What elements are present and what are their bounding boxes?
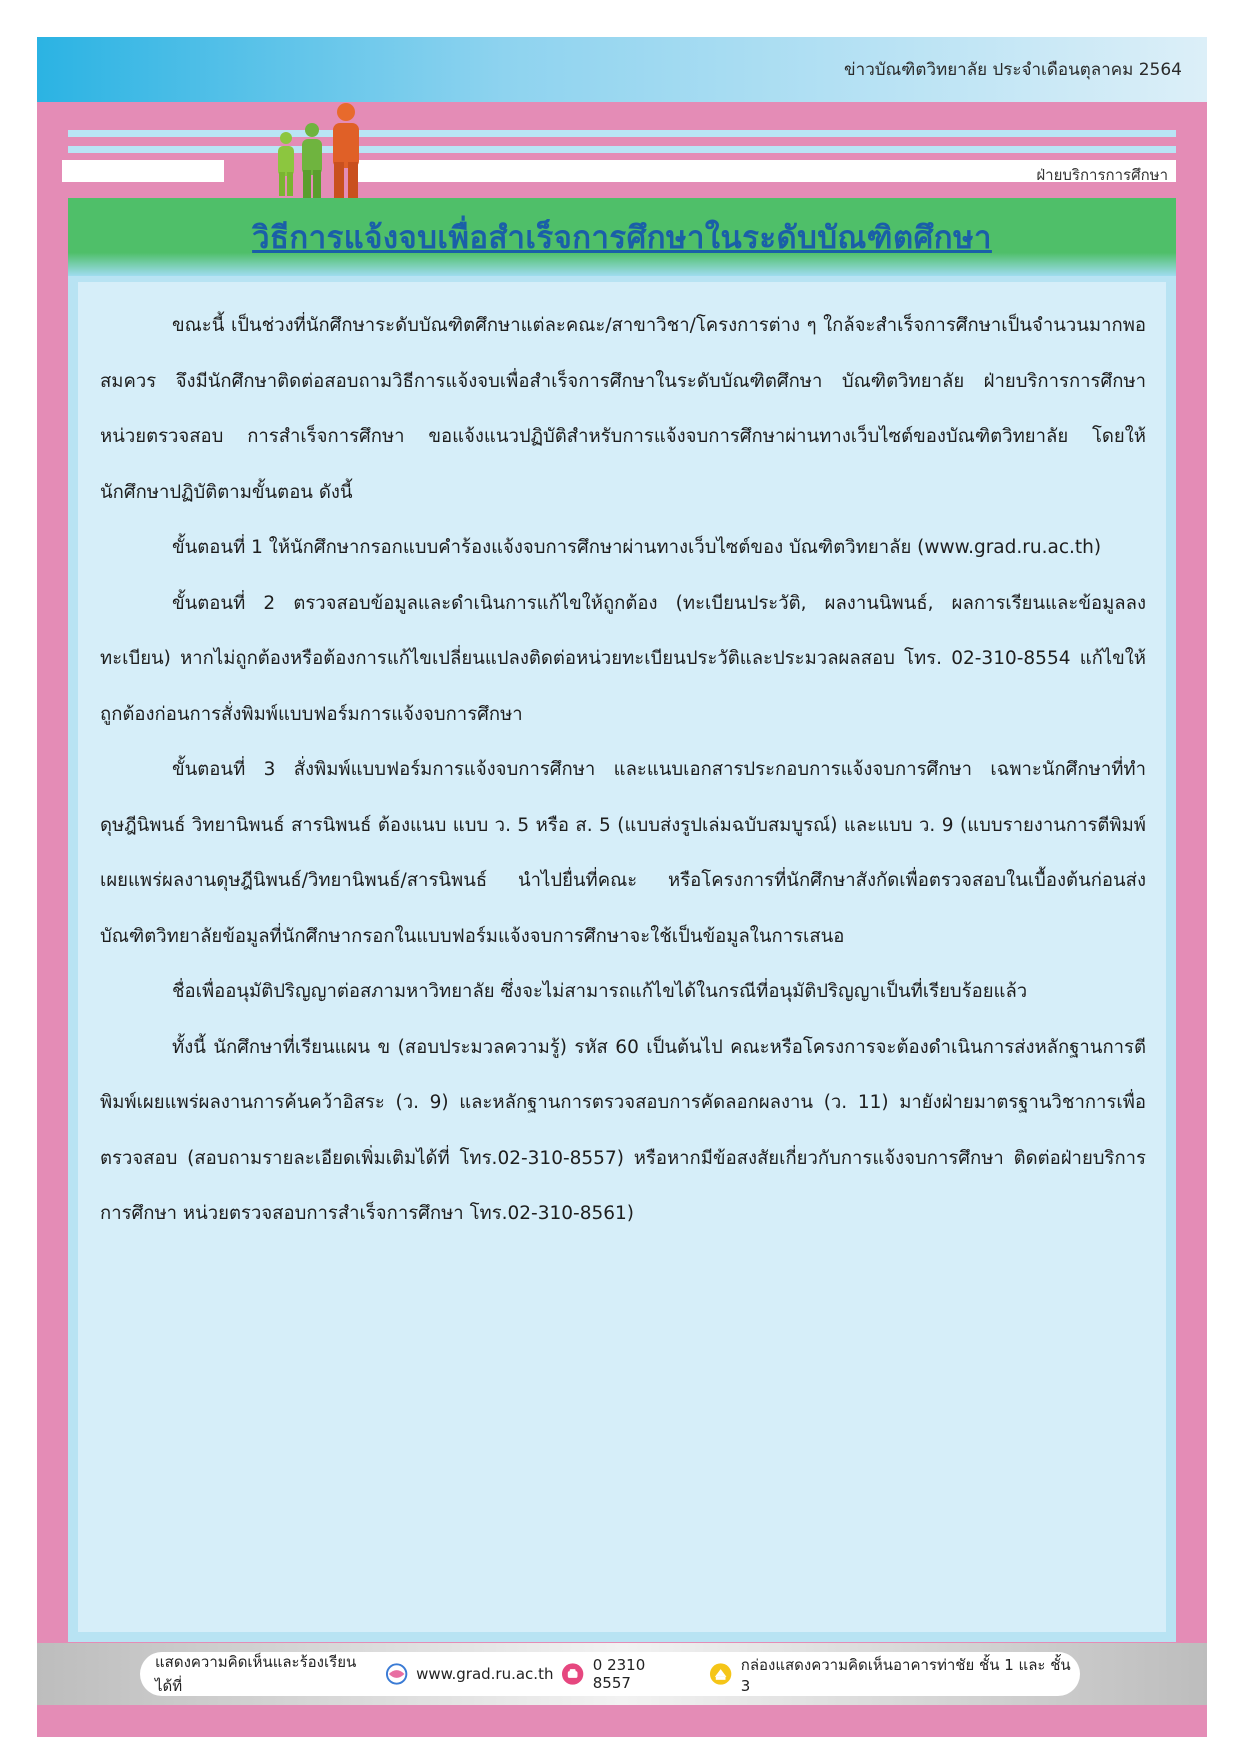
footer-phone: 0 2310 8557 bbox=[592, 1656, 646, 1692]
footer-contact bbox=[155, 1652, 1075, 1696]
decor-box bbox=[62, 160, 224, 182]
department-label: ฝ่ายบริการการศึกษา bbox=[1036, 166, 1168, 184]
footer-website-link[interactable]: www.grad.ru.ac.th bbox=[416, 1665, 554, 1683]
paragraph: ทั้งนี้ นักศึกษาที่เรียนแผน ข (สอบประมวลความรู้) รหัส 60 เป็นต้นไป คณะหรือโครงการจะต้องดำเนินการส่งหลักฐานการตีพิมพ์เผยแพร่ผลงานการค้นคว้าอิสระ (ว. 9) และหลักฐานการตรวจสอบการคัดลอกผลงาน (ว. 11) มายังฝ่ายมาตรฐานวิชาการเพื่อตรวจสอบ (สอบถามรายละเอียดเพิ่มเติมได้ที่ โทร.02-310-8557) หรือหากมีข้อสงสัยเกี่ยวกับการแจ้งจบการศึกษา ติดต่อฝ่ายบริการการศึกษา หน่วยตรวจสอบการสำเร็จการศึกษา โทร.02-310-8561) bbox=[100, 1036, 1146, 1224]
decor-strip bbox=[68, 146, 1176, 153]
paragraph: ขั้นตอนที่ 2 ตรวจสอบข้อมูลและดำเนินการแก้ไขให้ถูกต้อง (ทะเบียนประวัติ, ผลงานนิพนธ์, ผลการเรียนและข้อมูลลงทะเบียน) หากไม่ถูกต้องหรือต้องการแก้ไขเปลี่ยนแปลงติดต่อหน่วยทะเบียนประวัติและประมวลผลสอบ โทร. 02-310-8554 แก้ไขให้ถูกต้องก่อนการสั่งพิมพ์แบบฟอร์มการแจ้งจบการศึกษา bbox=[100, 592, 1146, 725]
paragraph: ขณะนี้ เป็นช่วงที่นักศึกษาระดับบัณฑิตศึกษาแต่ละคณะ/สาขาวิชา/โครงการต่าง ๆ ใกล้จะสำเร็จการศึกษาเป็นจำนวนมากพอสมควร จึงมีนักศึกษาติดต่อสอบถามวิธีการแจ้งจบเพื่อสำเร็จการศึกษาในระดับบัณฑิตศึกษา บัณฑิตวิทยาลัย ฝ่ายบริการการศึกษา หน่วยตรวจสอบ การสำเร็จการศึกษา ขอแจ้งแนวปฏิบัติสำหรับการแจ้งจบการศึกษาผ่านทางเว็บไซต์ของบัณฑิตวิทยาลัย โดยให้นักศึกษาปฏิบัติตามขั้นตอน ดังนี้ bbox=[100, 315, 1146, 503]
paragraph: ขั้นตอนที่ 1 ให้นักศึกษากรอกแบบคำร้องแจ้งจบการศึกษาผ่านทางเว็บไซต์ของ บัณฑิตวิทยาลัย (www.grad.ru.ac.th) bbox=[172, 537, 1102, 558]
footer-label: แสดงความคิดเห็นและร้องเรียนได้ที่ bbox=[155, 1653, 357, 1695]
paragraph: ขั้นตอนที่ 3 สั่งพิมพ์แบบฟอร์มการแจ้งจบการศึกษา และแนบเอกสารประกอบการแจ้งจบการศึกษา เฉพาะนักศึกษาที่ทำดุษฎีนิพนธ์ วิทยานิพนธ์ สารนิพนธ์ ต้องแนบ แบบ ว. 5 หรือ ส. 5 (แบบส่งรูปเล่มฉบับสมบูรณ์) และแบบ ว. 9 (แบบรายงานการตีพิมพ์เผยแพร่ผลงานดุษฎีนิพนธ์/วิทยานิพนธ์/สารนิพนธ์ นำไปยื่นที่คณะ หรือโครงการที่นักศึกษาสังกัดเพื่อตรวจสอบในเบื้องต้นก่อนส่งบัณฑิตวิทยาลัยข้อมูลที่นักศึกษากรอกในแบบฟอร์มแจ้งจบการศึกษาจะใช้เป็นข้อมูลในการเสนอ bbox=[100, 759, 1146, 947]
article-body bbox=[100, 298, 1146, 1242]
web-icon bbox=[385, 1662, 408, 1686]
paragraph: ชื่อเพื่ออนุมัติปริญญาต่อสภามหาวิทยาลัย ซึ่งจะไม่สามารถแก้ไขได้ในกรณีที่อนุมัติปริญญาเป็นที่เรียบร้อยแล้ว bbox=[172, 981, 1028, 1002]
content-panel bbox=[68, 276, 1176, 1642]
decor-strip bbox=[68, 130, 1176, 137]
phone-icon bbox=[561, 1662, 584, 1686]
comment-box-icon bbox=[709, 1662, 732, 1686]
footer-comment-box: กล่องแสดงความคิดเห็นอาคารท่าชัย ชั้น 1 และ ชั้น 3 bbox=[740, 1656, 1071, 1695]
issue-label: ข่าวบัณฑิตวิทยาลัย ประจำเดือนตุลาคม 2564 bbox=[844, 60, 1182, 80]
content-area bbox=[78, 282, 1166, 1632]
people-icon bbox=[270, 100, 380, 200]
article-title: วิธีการแจ้งจบเพื่อสำเร็จการศึกษาในระดับบัณฑิตศึกษา bbox=[252, 220, 992, 256]
